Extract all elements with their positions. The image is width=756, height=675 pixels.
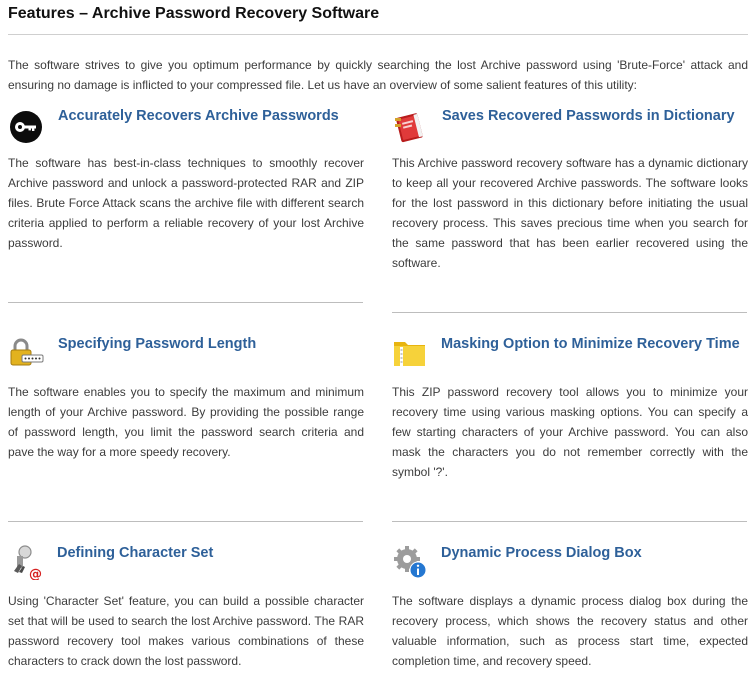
section-divider [392,312,747,313]
gear-info-icon [392,544,428,580]
feature-description: This Archive password recovery software has a dynamic dictionary to keep all your recovered Archive passwords. The software looks for the lost password in this dictionary before initiating the usual recovery process. This saves precious time when you search for the same password that has been earlier recovered using the software. [392,156,748,270]
page-title: Features – Archive Password Recovery Software [8,5,380,22]
feature-heading: Dynamic Process Dialog Box [441,545,642,561]
svg-text:@: @ [29,567,42,580]
feature-heading: Specifying Password Length [58,336,257,352]
folder-mask-icon [392,335,428,371]
feature-heading: Masking Option to Minimize Recovery Time [441,336,740,352]
feature-description: This ZIP password recovery tool allows you to minimize your recovery time using various masking options. You can specify a few starting characters of your Archive password. You can also mask the characters you do not remember correctly with the symbol '?'. [392,385,748,479]
feature-description: The software displays a dynamic process dialog box during the recovery process, which shows the recovery status and other valuable information, such as process start time, expected completion time, and recovery speed. [392,594,748,668]
character-set-icon [8,544,44,580]
key-icon [8,109,44,145]
feature-heading: Saves Recovered Passwords in Dictionary [442,108,735,124]
intro-paragraph: The software strives to give you optimum performance by quickly searching the lost Archive password using 'Brute-Force' attack and ensuring no damage is inflicted to your compressed file. Let us have an overview of some salient features of this utility: [8,58,748,92]
section-divider [392,521,747,522]
feature-description: The software has best-in-class techniques to smoothly recover Archive password and unlock a password-protected RAR and ZIP files. Brute Force Attack scans the archive file with different search criteria applied to perform a reliable recovery of your lost Archive password. [8,156,364,250]
feature-description: Using 'Character Set' feature, you can build a possible character set that will be used to search the lost Archive password. The RAR password recovery tool makes various combinations of these characters to crack down the lost password. [8,594,364,668]
title-divider [8,34,748,35]
lock-password-icon [8,335,44,371]
feature-heading: Defining Character Set [57,545,214,561]
dictionary-icon [392,108,428,144]
feature-description: The software enables you to specify the maximum and minimum length of your Archive password. By providing the possible range of password length, you limit the password search criteria and pave the way for a more speedy recovery. [8,385,364,459]
section-divider [8,521,363,522]
section-divider [8,302,363,303]
feature-heading: Accurately Recovers Archive Passwords [58,108,339,124]
